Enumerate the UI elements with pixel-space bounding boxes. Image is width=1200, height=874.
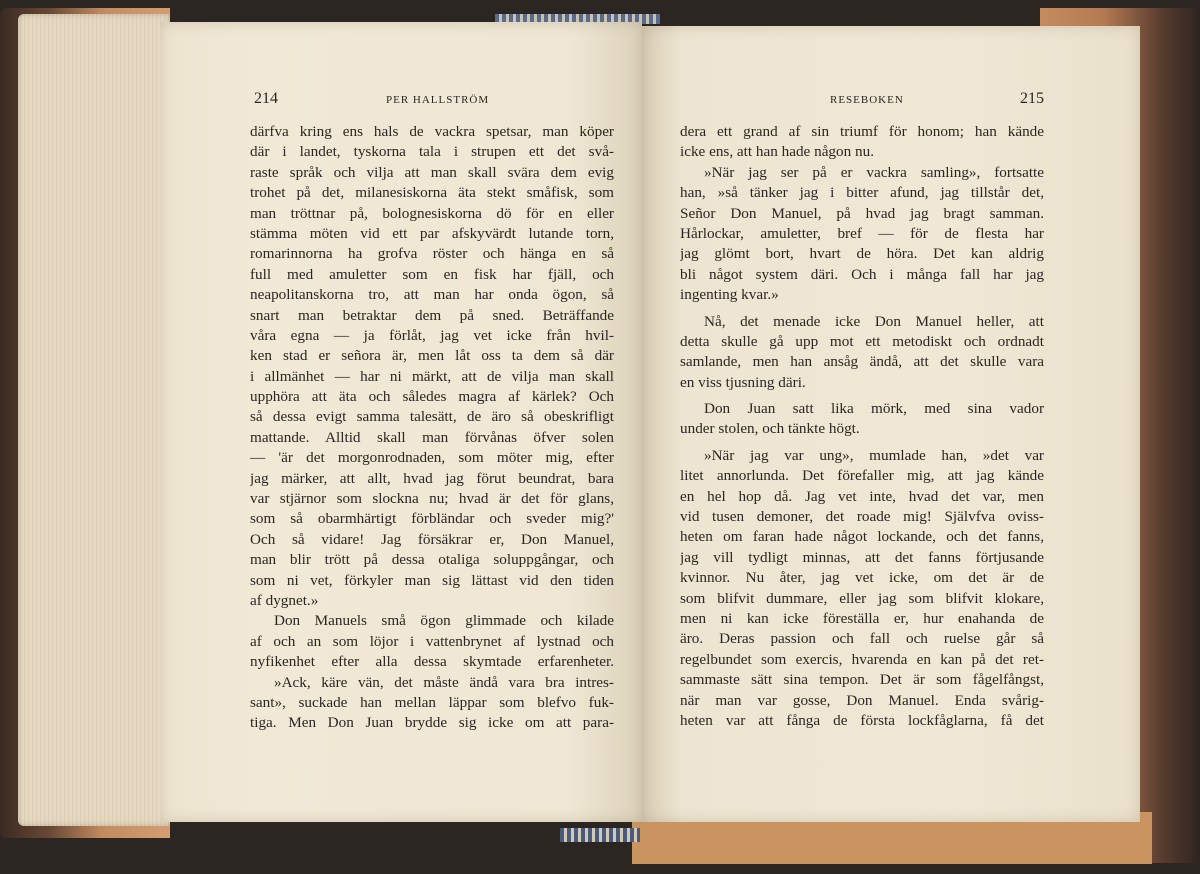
text-line: en hel hop då. Jag vet inte, hvad det var, men xyxy=(680,487,1044,505)
text-line: af dygnet.» xyxy=(250,591,319,609)
spine-headband-bottom xyxy=(560,828,640,842)
text-line: detta skulle gå upp mot ett metodiskt och ordnadt xyxy=(680,332,1044,350)
text-line: när man var gosse, Don Manuel. Enda svårig- xyxy=(680,691,1044,709)
text-line: vid tusen demoner, det roade mig! Självfva oviss- xyxy=(680,508,1044,526)
text-line: snart man betraktar dem på sned. Beträffande xyxy=(250,306,614,324)
text-line: tiga. Men Don Juan brydde sig icke om att para- xyxy=(250,714,614,732)
text-line: man blir trött på dessa otaliga soluppgångar, och xyxy=(250,551,614,569)
text-line: dera ett grand af sin triumf för honom; han kände xyxy=(680,123,1044,140)
text-line: en viss tjusning däri. xyxy=(680,373,806,391)
text-line: Hårlockar, amuletter, bref — för de flesta har xyxy=(680,224,1044,242)
text-line: Don Manuels små ögon glimmade och kilade xyxy=(274,612,614,630)
text-line: sant», suckade han mellan läppar som blefvo fuk- xyxy=(250,693,614,711)
text-line: kvinnor. Nu åter, jag vet icke, om det är de xyxy=(680,569,1044,587)
text-line: våra egna — ja förlåt, jag vet icke från hvil- xyxy=(250,326,614,344)
text-line: full med amuletter som en fisk har fjäll, och xyxy=(250,265,614,283)
text-line: litet annorlunda. Det förefaller mig, att jag kände xyxy=(680,467,1044,485)
text-line: jag vill tydligt minnas, att det fanns förtjusande xyxy=(680,548,1044,566)
right-page-header xyxy=(680,90,1044,110)
text-line: äro. Deras passion och fall och ruelse går så xyxy=(680,630,1044,648)
text-line: trohet på det, milanesiskorna äta stekt småfisk, som xyxy=(250,184,614,202)
text-line: som ni vet, förkyler man sig lättast vid den tiden xyxy=(250,571,614,589)
text-line: romarinnorna ha grofva röster och hänga en så xyxy=(250,245,614,263)
text-line: upphöra att äta och således magra af kärlek? Och xyxy=(250,388,614,406)
text-line: så dessa evigt samma talesätt, de äro så obeskrifligt xyxy=(250,408,614,426)
page-edges-stack xyxy=(18,14,170,826)
text-line: »Ack, käre vän, det måste ändå vara bra intres- xyxy=(274,673,614,691)
text-line: heten om faran hade något lockande, och det fanns, xyxy=(680,528,1044,546)
text-line: men ni kan icke föreställa er, hur enahanda de xyxy=(680,609,1044,627)
right-running-head: RESEBOKEN xyxy=(830,94,904,106)
text-line: därfva kring ens hals de vackra spetsar, man köper xyxy=(250,123,614,140)
text-line: stämma möten vid ett par afskyvärdt lutande torn, xyxy=(250,224,614,242)
right-page-number: 215 xyxy=(1020,90,1044,107)
text-line: ken stad er señora är, men låt oss ta dem så där xyxy=(250,347,614,365)
right-page-body-text xyxy=(680,122,1044,731)
text-line: icke ens, att han hade någon nu. xyxy=(680,143,874,161)
text-line: samlande, men han ansåg ändå, att det skulle vara xyxy=(680,353,1044,371)
text-line: sammaste sätt sina tempon. Det är som fågelfångst, xyxy=(680,671,1044,689)
left-page-body-text xyxy=(250,122,614,734)
text-line: som så obarmhärtigt förbländar och sveder mig?' xyxy=(250,510,614,528)
text-line: som blifvit dummare, eller jag som blifvit klokare, xyxy=(680,589,1044,607)
text-line: neapolitanskorna tro, att man har onda ögon, så xyxy=(250,286,614,304)
text-line: han, »så tänker jag i bitter afund, jag tillstår det, xyxy=(680,184,1044,202)
text-line: där i landet, tyskorna tala i strupen ett det svå- xyxy=(250,143,614,161)
text-line: man tröttnar på, bolognesiskorna dö för en eller xyxy=(250,204,614,222)
text-line: Don Juan satt lika mörk, med sina vador xyxy=(704,400,1044,418)
text-line: Och så vidare! Jag försäkrar er, Don Manuel, xyxy=(250,530,614,548)
text-line: raste språk och vilja att man skall svära dem evig xyxy=(250,163,614,181)
text-line: bli något system däri. Och i många fall har jag xyxy=(680,265,1044,283)
text-line: ingenting kvar.» xyxy=(680,286,779,304)
text-line: jag glömt bort, hvart de höra. Det kan aldrig xyxy=(680,245,1044,263)
text-line: Señor Don Manuel, på hvad jag bragt samman. xyxy=(680,204,1044,222)
text-line: Nå, det menade icke Don Manuel heller, att xyxy=(704,312,1044,330)
text-line: af och an som löjor i vattenbrynet af lystnad och xyxy=(250,632,614,650)
text-line: »När jag var ung», mumlade han, »det var xyxy=(704,446,1044,464)
text-line: under stolen, och tänkte högt. xyxy=(680,420,860,438)
left-page-number: 214 xyxy=(254,90,278,107)
text-line: mattande. Alltid skall man förvånas öfver solen xyxy=(250,428,614,446)
text-line: jag märker, att allt, hvad jag förut beundrat, bara xyxy=(250,469,614,487)
left-page-header xyxy=(254,90,609,110)
text-line: regelbundet som exercis, hvarenda en kan på det ret- xyxy=(680,650,1044,668)
text-line: i allmänhet — har ni märkt, att de vilja man skall xyxy=(250,367,614,385)
text-line: heten var att fånga de första lockfåglarna, få det xyxy=(680,711,1044,729)
text-line: — 'är det morgonrodnaden, som möter mig, efter xyxy=(250,449,614,467)
left-running-head: PER HALLSTRÖM xyxy=(386,94,490,106)
text-line: »När jag ser på er vackra samling», fortsatte xyxy=(704,163,1044,181)
text-line: nyfikenhet efter alla dessa skymtade erfarenheter. xyxy=(250,653,614,671)
text-line: var stjärnor som slockna nu; hvad är det för glans, xyxy=(250,490,614,508)
